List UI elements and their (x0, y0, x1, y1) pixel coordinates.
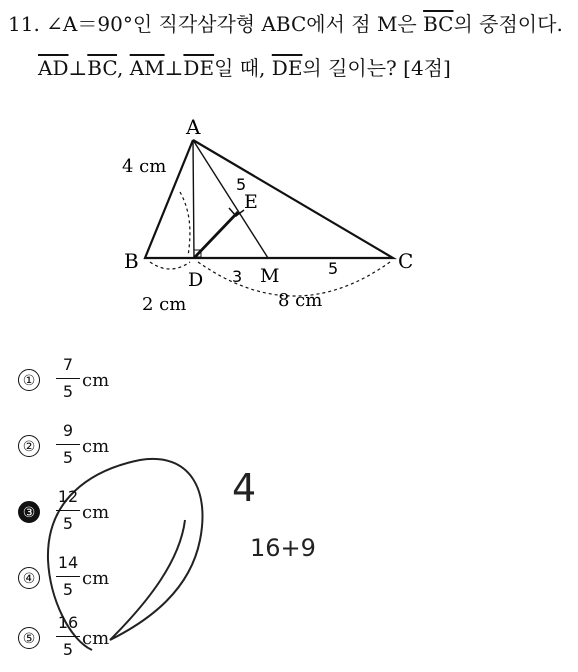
label-e: E (244, 191, 258, 213)
question-text-a: ∠A＝90°인 직각삼각형 ABC에서 점 M은 (46, 12, 424, 36)
handwritten-mc: 5 (328, 259, 339, 278)
comma: , (116, 56, 130, 80)
question-text-d: 의 길이는? [4점] (302, 56, 451, 80)
label-d: D (188, 269, 204, 291)
length-ab: 4 cm (122, 156, 167, 177)
choice-marker: ④ (18, 567, 40, 589)
numerator: 9 (62, 421, 74, 440)
segment-de-2: $\overline{DE}$ (271, 56, 303, 80)
unit: cm (82, 370, 110, 391)
segment-bc-2: $\overline{BC}$ (87, 56, 117, 80)
length-bd: 2 cm (142, 294, 187, 315)
handwritten-note: 16+9 (250, 534, 316, 562)
denominator: 5 (62, 448, 74, 467)
choice-marker: ⑤ (18, 627, 40, 649)
unit: cm (82, 628, 110, 649)
segment-de: $\overline{DE}$ (183, 56, 215, 80)
label-c: C (398, 249, 414, 273)
handwritten-am: 5 (236, 175, 247, 194)
label-a: A (186, 115, 201, 139)
choice-marker: ① (18, 369, 40, 391)
numerator: 7 (62, 355, 74, 374)
question-text-c: 일 때, (214, 56, 272, 80)
choice-marker-selected: ③ (18, 501, 40, 523)
choice-marker: ② (18, 435, 40, 457)
fraction (56, 552, 80, 601)
length-dc: 8 cm (278, 290, 323, 311)
fraction (56, 420, 80, 469)
unit: cm (82, 502, 110, 523)
question-number: 11. (8, 12, 40, 36)
denominator: 5 (62, 514, 74, 533)
label-m: M (260, 265, 280, 287)
altitude-ad (193, 140, 194, 258)
fraction (56, 612, 80, 661)
numerator: 14 (57, 553, 79, 572)
perp-symbol-1: ⊥ (68, 56, 88, 80)
triangle-outline (145, 140, 393, 258)
arc-ab (180, 192, 190, 256)
handwritten-four: 4 (232, 466, 257, 510)
denominator: 5 (62, 382, 74, 401)
label-b: B (124, 249, 139, 273)
perp-symbol-2: ⊥ (164, 56, 184, 80)
question-text-b: 의 중점이다. (453, 12, 563, 36)
unit: cm (82, 568, 110, 589)
fraction (56, 354, 80, 403)
numerator: 12 (57, 487, 79, 506)
handwritten-dm: 3 (232, 267, 243, 286)
numerator: 16 (57, 613, 79, 632)
segment-bc: $\overline{BC}$ (423, 12, 454, 36)
segment-am: $\overline{AM}$ (129, 56, 165, 80)
denominator: 5 (62, 580, 74, 599)
segment-ad: $\overline{AD}$ (38, 56, 69, 80)
fraction (56, 486, 80, 535)
unit: cm (82, 436, 110, 457)
arc-bd (150, 262, 190, 269)
denominator: 5 (62, 640, 74, 659)
